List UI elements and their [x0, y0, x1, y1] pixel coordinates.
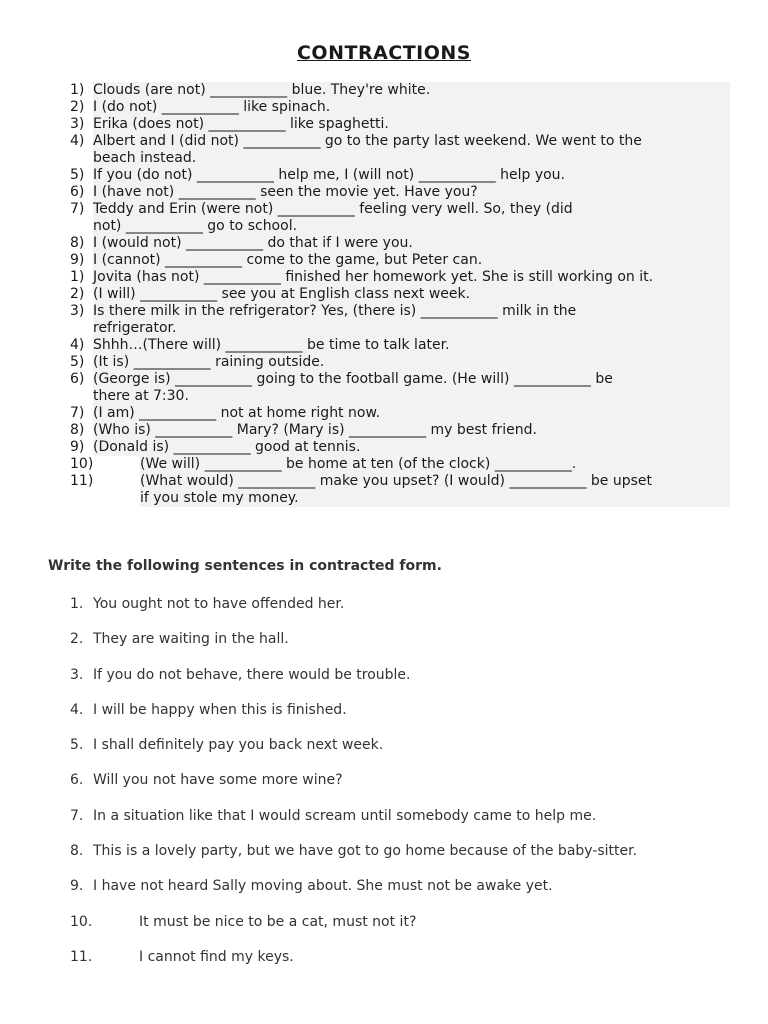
- item-text: Clouds (are not) ___________ blue. They're white.: [93, 82, 730, 99]
- list-item: [70, 82, 730, 99]
- item-number: 5.: [70, 737, 84, 754]
- item-text: This is a lovely party, but we have got to go home because of the baby-sitter.: [93, 843, 638, 860]
- item-text: Albert and I (did not) ___________ go to the party last weekend. We went to the beach instead.: [93, 133, 730, 167]
- item-number: 9.: [70, 878, 84, 895]
- item-number: 9): [70, 439, 85, 455]
- list-item: [70, 116, 730, 133]
- item-text: If you do not behave, there would be trouble.: [93, 666, 411, 683]
- list-item: [70, 133, 730, 167]
- exercise-2-heading: Write the following sentences in contracted form.: [48, 558, 442, 574]
- item-number: 3.: [70, 666, 84, 683]
- item-text: (What would) ___________ make you upset? (I would) ___________ be upset if you stole my money.: [140, 473, 730, 507]
- list-item: [70, 167, 730, 184]
- page-title: CONTRACTIONS: [296, 42, 471, 64]
- list-item: [70, 405, 730, 422]
- item-number: 7): [70, 405, 85, 421]
- item-number: 8.: [70, 843, 84, 860]
- exercise-1-list: [70, 82, 730, 507]
- item-number: 8): [70, 422, 85, 438]
- item-number: 10): [70, 456, 94, 472]
- list-item: [70, 841, 730, 876]
- item-text: I have not heard Sally moving about. She must not be awake yet.: [93, 878, 553, 895]
- item-text: I will be happy when this is finished.: [93, 701, 347, 718]
- item-number: 5): [70, 167, 85, 183]
- list-item: [70, 700, 730, 735]
- item-number: 7): [70, 201, 85, 217]
- item-text: I (would not) ___________ do that if I were you.: [93, 235, 730, 252]
- list-item: [70, 286, 730, 303]
- item-text: Jovita (has not) ___________ finished her homework yet. She is still working on it.: [93, 269, 730, 286]
- item-text: You ought not to have offended her.: [93, 596, 345, 612]
- item-text: If you (do not) ___________ help me, I (will not) ___________ help you.: [93, 167, 730, 184]
- item-text: They are waiting in the hall.: [93, 631, 289, 648]
- item-number: 2): [70, 99, 85, 115]
- item-number: 3): [70, 116, 85, 132]
- list-item: [70, 99, 730, 116]
- item-text: (George is) ___________ going to the football game. (He will) ___________ be there at 7:30.: [93, 371, 730, 405]
- item-number: 1): [70, 269, 85, 285]
- item-number: 4): [70, 337, 85, 353]
- list-item: [70, 665, 730, 700]
- item-number: 6): [70, 371, 85, 387]
- item-number: 5): [70, 354, 85, 370]
- item-number: 8): [70, 235, 85, 251]
- item-number: 9): [70, 252, 85, 268]
- exercise-2-list: [70, 594, 730, 982]
- list-item: [70, 912, 730, 947]
- list-item: [70, 354, 730, 371]
- item-text: (It is) ___________ raining outside.: [93, 354, 730, 371]
- item-text: (Donald is) ___________ good at tennis.: [93, 439, 730, 456]
- item-number: 6.: [70, 772, 84, 789]
- list-item: [70, 456, 730, 473]
- item-number: 7.: [70, 807, 84, 824]
- item-text: (We will) ___________ be home at ten (of the clock) ___________.: [140, 456, 730, 473]
- list-item: [70, 201, 730, 235]
- list-item: [70, 735, 730, 770]
- list-item: [70, 337, 730, 354]
- list-item: [70, 303, 730, 337]
- list-item: [70, 235, 730, 252]
- item-number: 3): [70, 303, 85, 319]
- item-text: Is there milk in the refrigerator? Yes, (there is) ___________ milk in the refrigerator.: [93, 303, 730, 337]
- item-number: 11.: [70, 948, 93, 965]
- item-text: In a situation like that I would scream until somebody came to help me.: [93, 807, 597, 824]
- item-number: 1.: [70, 596, 84, 612]
- list-item: [70, 184, 730, 201]
- item-number: 2.: [70, 631, 84, 648]
- item-text: I (do not) ___________ like spinach.: [93, 99, 730, 116]
- item-number: 4): [70, 133, 85, 149]
- list-item: [70, 252, 730, 269]
- list-item: [70, 594, 730, 629]
- list-item: [70, 269, 730, 286]
- list-item: [70, 629, 730, 664]
- item-text: I (have not) ___________ seen the movie yet. Have you?: [93, 184, 730, 201]
- item-text: (I am) ___________ not at home right now.: [93, 405, 730, 422]
- list-item: [70, 439, 730, 456]
- item-text: I (cannot) ___________ come to the game, but Peter can.: [93, 252, 730, 269]
- item-text: I cannot find my keys.: [139, 948, 294, 965]
- list-item: [70, 947, 730, 982]
- item-text: I shall definitely pay you back next week.: [93, 737, 384, 754]
- list-item: [70, 371, 730, 405]
- list-item: [70, 806, 730, 841]
- item-text: (Who is) ___________ Mary? (Mary is) ___________ my best friend.: [93, 422, 730, 439]
- list-item: [70, 770, 730, 805]
- item-number: 1): [70, 82, 85, 98]
- item-text: Shhh…(There will) ___________ be time to talk later.: [93, 337, 730, 354]
- item-text: (I will) ___________ see you at English class next week.: [93, 286, 730, 303]
- item-number: 4.: [70, 701, 84, 718]
- item-number: 11): [70, 473, 94, 489]
- item-number: 2): [70, 286, 85, 302]
- list-item: [70, 473, 730, 507]
- item-text: Will you not have some more wine?: [93, 772, 343, 789]
- item-number: 10.: [70, 913, 93, 930]
- list-item: [70, 876, 730, 911]
- item-text: Erika (does not) ___________ like spaghetti.: [93, 116, 730, 133]
- item-number: 6): [70, 184, 85, 200]
- item-text: Teddy and Erin (were not) ___________ feeling very well. So, they (did not) ___________ go to school.: [93, 201, 730, 235]
- list-item: [70, 422, 730, 439]
- item-text: It must be nice to be a cat, must not it?: [139, 913, 417, 930]
